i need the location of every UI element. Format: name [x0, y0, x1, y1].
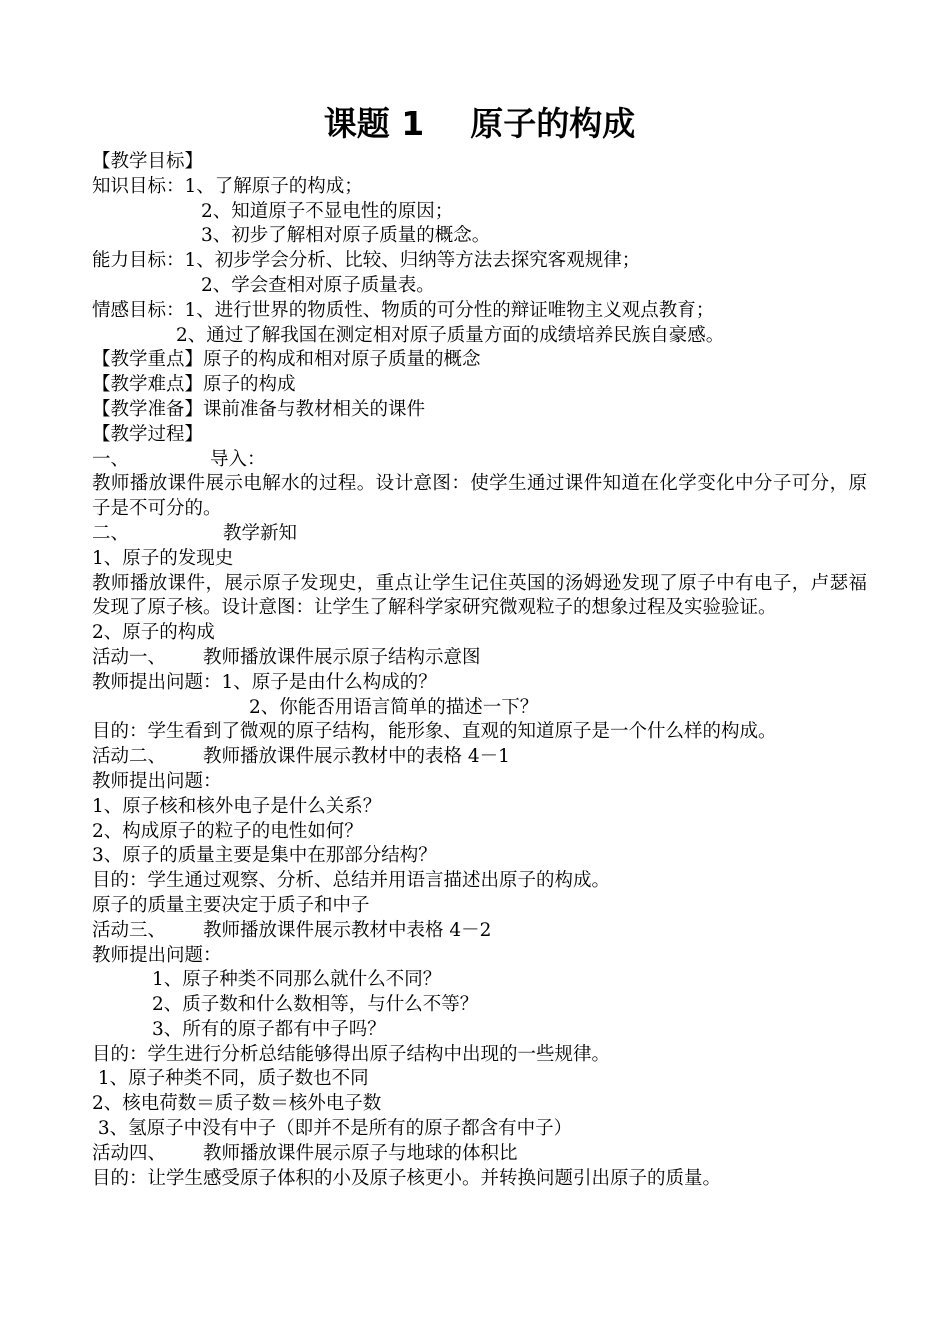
activity-2-number: 活动二、 [92, 746, 167, 768]
teaching-focus: 【教学重点】原子的构成和相对原子质量的概念 [92, 349, 481, 371]
discovery-paragraph: 教师播放课件，展示原子发现史，重点让学生记住英国的汤姆逊发现了原子中有电子，卢瑟福发现了原子核。设计意图：让学生了解科学家研究微观粒子的想象过程及实验验证。 [92, 572, 867, 619]
activity-4-title: 教师播放课件展示原子与地球的体积比 [203, 1142, 518, 1164]
knowledge-objective-2: 2、知道原子不显电性的原因； [201, 200, 454, 222]
step-2-number: 二、 [92, 522, 130, 544]
document-page [92, 100, 867, 1191]
activity-2-questions-label: 教师提出问题： [92, 770, 222, 792]
section-heading-process: 【教学过程】 [92, 423, 204, 445]
activity-3-rule-3: 3、氢原子中没有中子（即并不是所有的原子都含有中子） [92, 1118, 573, 1140]
activity-3-title: 教师播放课件展示教材中表格 4－2 [203, 919, 492, 941]
knowledge-objective-1: 知识目标：1、了解原子的构成； [92, 175, 363, 197]
page-title: 课题 1 原子的构成 [323, 104, 636, 143]
emotion-objective-1: 情感目标：1、进行世界的物质性、物质的可分性的辩证唯物主义观点教育； [92, 299, 715, 321]
activity-3-questions-label: 教师提出问题： [92, 944, 222, 966]
emotion-objective-2: 2、通过了解我国在测定相对原子质量方面的成绩培养民族自豪感。 [176, 324, 725, 346]
subsection-discovery: 1、原子的发现史 [92, 547, 234, 569]
step-2-title: 教学新知 [223, 522, 298, 544]
activity-3-number: 活动三、 [92, 919, 167, 941]
teaching-difficulty: 【教学难点】原子的构成 [92, 374, 296, 396]
activity-2-question-1: 1、原子核和核外电子是什么关系？ [92, 795, 382, 817]
step-1-heading [92, 448, 867, 473]
activity-2-purpose: 目的：学生通过观察、分析、总结并用语言描述出原子的构成。 [92, 870, 611, 892]
activity-1-question-2: 2、你能否用语言简单的描述一下？ [249, 696, 539, 718]
activity-4-purpose: 目的：让学生感受原子体积的小及原子核更小。并转换问题引出原子的质量。 [92, 1167, 722, 1189]
activity-1-title: 教师播放课件展示原子结构示意图 [203, 646, 481, 668]
activity-3-purpose: 目的：学生进行分析总结能够得出原子结构中出现的一些规律。 [92, 1043, 611, 1065]
step-1-paragraph: 教师播放课件展示电解水的过程。设计意图：使学生通过课件知道在化学变化中分子可分，原子是不可分的。 [92, 473, 867, 520]
activity-2-heading [92, 745, 867, 770]
activity-4-heading [92, 1142, 867, 1167]
ability-objective-1: 能力目标：1、初步学会分析、比较、归纳等方法去探究客观规律； [92, 250, 641, 272]
activity-1-heading [92, 646, 867, 671]
knowledge-objective-3: 3、初步了解相对原子质量的概念。 [201, 225, 491, 247]
activity-1-purpose: 目的：学生看到了微观的原子结构，能形象、直观的知道原子是一个什么样的构成。 [92, 721, 777, 743]
activity-3-rule-1: 1、原子种类不同，质子数也不同 [92, 1068, 369, 1090]
activity-2-title: 教师播放课件展示教材中的表格 4－1 [203, 746, 510, 768]
step-2-heading [92, 522, 867, 547]
activity-2-question-2: 2、构成原子的粒子的电性如何？ [92, 820, 363, 842]
step-1-number: 一、 [92, 448, 130, 470]
activity-1-number: 活动一、 [92, 646, 167, 668]
activity-3-heading [92, 919, 867, 944]
activity-3-question-2: 2、质子数和什么数相等，与什么不等？ [152, 994, 479, 1016]
activity-4-number: 活动四、 [92, 1142, 167, 1164]
section-heading-objectives: 【教学目标】 [92, 151, 204, 172]
activity-3-rule-2: 2、核电荷数＝质子数＝核外电子数 [92, 1093, 382, 1115]
activity-3-question-3: 3、所有的原子都有中子吗？ [152, 1018, 386, 1040]
activity-2-question-3: 3、原子的质量主要是集中在那部分结构？ [92, 845, 437, 867]
teaching-preparation: 【教学准备】课前准备与教材相关的课件 [92, 398, 426, 420]
subsection-structure: 2、原子的构成 [92, 622, 215, 644]
step-1-title: 导入： [210, 448, 266, 470]
activity-2-conclusion: 原子的质量主要决定于质子和中子 [92, 894, 370, 916]
ability-objective-2: 2、学会查相对原子质量表。 [201, 274, 435, 296]
activity-1-question-1: 教师提出问题：1、原子是由什么构成的？ [92, 671, 437, 693]
activity-3-question-1: 1、原子种类不同那么就什么不同？ [152, 969, 442, 991]
